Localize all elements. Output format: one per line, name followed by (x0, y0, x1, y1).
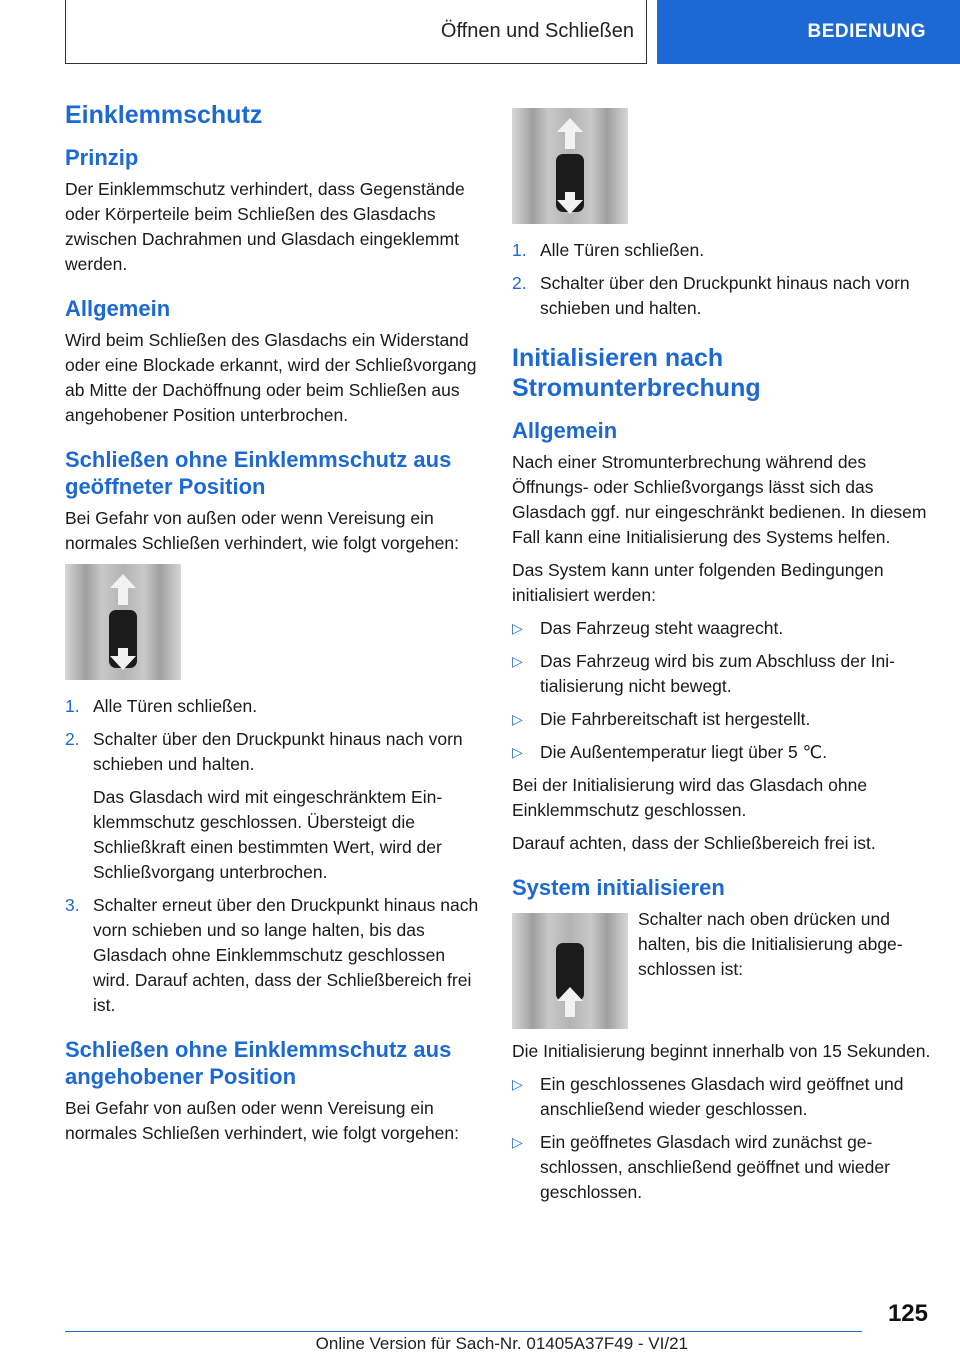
roof-switch-image (512, 913, 628, 1029)
results-list (512, 1072, 932, 1205)
header-chapter-tab (657, 0, 960, 64)
text-allgemein: Wird beim Schließen des Glasdachs ein Widerstand oder eine Blockade erkannt, wird der Schließvorgang ab Mitte der Dachöffnung oder beim Schließen aus angehobener Position unterbrochen. (65, 330, 477, 425)
heading-geoeffnet: Schließen ohne Einklemmschutz aus geöffneter Position (65, 447, 452, 499)
list-item: ▷ Ein geschlossenes Glasdach wird geöffnet und anschließend wieder geschlossen. (512, 1074, 904, 1119)
heading-system-init: System initialisieren (512, 875, 725, 900)
roof-switch-image (65, 564, 181, 680)
section-system-init (512, 874, 932, 1205)
list-item: ▷ Das Fahrzeug steht waagrecht. (512, 616, 932, 641)
list-item: 2. Schalter über den Druckpunkt hinaus nach vorn schieben und halten. Das Glasdach wird mit eingeschränktem Einklemmschutz geschlossen. Übersteigt die Schließkraft einen bestimmten Wert, wird der Schließvorgang unterbrochen. (65, 727, 485, 885)
list-item: 1. Alle Türen schließen. (65, 696, 258, 716)
bullet-triangle-icon: ▷ (512, 1134, 523, 1150)
heading-allgemein: Allgemein (65, 296, 171, 321)
init-text-2: Das System kann unter folgenden Bedingungen initialisiert werden: (512, 560, 884, 605)
bullet-triangle-icon: ▷ (512, 653, 523, 669)
list-item: ▷ Ein geöffnetes Glasdach wird zunächst geschlossen, anschließend geöffnet und wieder geschlossen. (512, 1132, 890, 1202)
steps-angehoben (512, 238, 932, 321)
bullet-triangle-icon: ▷ (512, 1076, 523, 1092)
steps-geoeffnet (65, 694, 485, 1018)
section-allgemein (65, 295, 485, 428)
init-text-4: Darauf achten, dass der Schließbereich frei ist. (512, 833, 876, 853)
section-init-allgemein (512, 417, 932, 856)
roof-switch-image (512, 108, 628, 224)
bullet-triangle-icon: ▷ (512, 744, 523, 760)
header-section-box (65, 0, 647, 64)
heading-angehoben: Schließen ohne Einklemmschutz aus angehobener Position (65, 1037, 452, 1089)
page-title: Einklemmschutz (65, 101, 263, 129)
init-title: Initialisieren nach Stromunterbrechung (512, 344, 761, 402)
footer-text: Online Version für Sach-Nr. 01405A37F49 - VI/21 (315, 1334, 688, 1353)
bullet-triangle-icon: ▷ (512, 711, 523, 727)
header-section-title: Öffnen und Schließen (440, 20, 634, 42)
heading-init-allgemein: Allgemein (512, 418, 618, 443)
footer-divider (65, 1331, 862, 1332)
init-text-1: Nach einer Stromunterbrechung während des Öffnungs- oder Schließvorgangs lässt sich das Glasdach ggf. nur eingeschränkt bedienen. In diesem Fall kann eine Initialisierung des Systems helfen. (512, 452, 927, 547)
system-init-text: Die Initialisierung beginnt innerhalb von 15 Sekunden. (512, 1041, 931, 1061)
intro-geoeffnet: Bei Gefahr von außen oder wenn Vereisung ein normales Schließen verhindert, wie folgt vorgehen: (65, 508, 459, 553)
text-prinzip: Der Einklemmschutz verhindert, dass Gegenstände oder Körperteile beim Schließen des Glasdachs zwischen Dachrahmen und Glasdach eingeklemmt werden. (65, 179, 465, 274)
list-item: 2. Schalter über den Druckpunkt hinaus nach vorn schieben und halten. (512, 273, 910, 318)
list-item: ▷ Die Fahrbereitschaft ist hergestellt. (512, 707, 932, 732)
list-item: ▷ Das Fahrzeug wird bis zum Abschluss der Initialisierung nicht bewegt. (512, 651, 895, 696)
right-column (512, 108, 932, 1223)
section-angehoben (65, 1036, 485, 1146)
section-geoeffnet (65, 446, 485, 1018)
list-item: 3. Schalter erneut über den Druckpunkt hinaus nach vorn schieben und so lange halten, bis das Glasdach ohne Einklemmschutz geschlossen wird. Darauf achten, dass der Schließbereich frei ist. (65, 895, 479, 1015)
bullet-triangle-icon: ▷ (512, 620, 523, 636)
list-item: 1. Alle Türen schließen. (512, 240, 705, 260)
system-init-row (512, 907, 932, 1029)
init-text-3: Bei der Initialisierung wird das Glasdach ohne Einklemmschutz geschlossen. (512, 775, 868, 820)
section-prinzip (65, 144, 485, 277)
header-chapter-label: BEDIENUNG (807, 21, 926, 42)
left-column (65, 100, 485, 1164)
page-number: 125 (887, 1300, 928, 1327)
heading-prinzip: Prinzip (65, 145, 139, 170)
intro-angehoben: Bei Gefahr von außen oder wenn Vereisung ein normales Schließen verhindert, wie folgt vorgehen: (65, 1098, 459, 1143)
conditions-list (512, 616, 932, 765)
list-item: ▷ Die Außentemperatur liegt über 5 ℃. (512, 740, 932, 765)
system-init-side-text: Schalter nach oben drücken und halten, bis die Initialisierung abgeschlossen ist: (638, 909, 903, 979)
step-note: Das Glasdach wird mit eingeschränktem Einklemmschutz geschlossen. Übersteigt die Schließkraft einen bestimmten Wert, wird der Schließvorgang unterbrochen. (93, 787, 443, 882)
